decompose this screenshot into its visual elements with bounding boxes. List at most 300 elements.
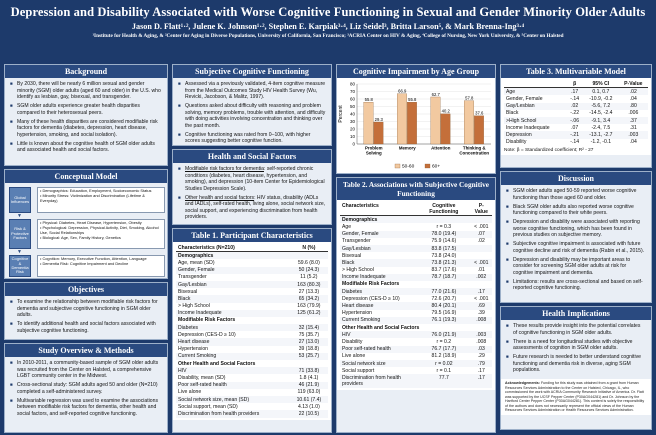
table-header-row <box>504 80 648 88</box>
table-cell-label: Hypertension <box>342 310 373 317</box>
table-cell-pvalue: < .001 <box>471 259 493 266</box>
table3 <box>504 80 648 146</box>
table-cell-label: Age, mean (SD) <box>178 259 215 266</box>
author-list: Jason D. Flatt¹·², Julene K. Johnson¹·², Stephen E. Karpiak³·⁴, Liz Seidel³, Britta Larson⁵, & Mark Brenna-Ing³·⁴ <box>131 22 525 31</box>
down-arrow-icon: ▼ <box>17 249 22 255</box>
bar-value-label: 55.8 <box>408 96 417 102</box>
bar-value-label: 62.7 <box>431 91 440 97</box>
table-cell-value: 77.0 (21.6) <box>417 288 470 295</box>
table-cell-label: Discrimination from health providers <box>340 374 417 387</box>
background-bullet: ■ Many of these health disparities are considered modifiable risk factors for dementia (diabetes, depression, heart disease, hypertension, smoking, and social isolation). <box>10 119 162 139</box>
table2 <box>340 202 492 388</box>
legend-swatch <box>425 164 430 168</box>
health-social-text: : self-reported chronic conditions (diabetes, heart disease, hypertension, and smoking), and depression (10-item Center for Epidemiological Studies Depression Scale). <box>185 166 325 192</box>
table-cell-value: 72.6 (20.7) <box>431 295 457 302</box>
health-social-bullet <box>178 195 326 221</box>
objective-bullet: ■ To examine the relationship between modifiable risk factors for dementia and subjective cognitive functioning in SGM older adults. <box>10 299 162 319</box>
health-social-list <box>178 166 326 221</box>
y-tick-label: 40 <box>349 111 355 117</box>
discussion-bullet: ■ SGM older adults aged 50-59 reported worse cognitive functioning than those aged 60 and older. <box>506 188 646 201</box>
table-row <box>176 396 328 403</box>
table-row <box>176 317 328 324</box>
table-cell-value: 22 (10.5) <box>290 410 328 417</box>
table-row <box>504 110 648 117</box>
table-cell-label: Black <box>340 259 417 266</box>
conceptual-model-title: Conceptual Model <box>5 170 167 183</box>
poster-title: Depression and Disability Associated with Worse Cognitive Functioning in Sexual and Gender Minority Older Adults <box>10 5 646 19</box>
table-row <box>504 103 648 110</box>
table-cell: >High School <box>504 117 566 124</box>
background-panel <box>4 64 168 166</box>
x-tick-label: Solving <box>365 150 382 156</box>
column-1 <box>4 64 168 433</box>
acknowledgements-heading: Acknowledgements: <box>505 381 540 386</box>
table-cell: .006 <box>628 110 639 117</box>
study-overview-bullet: ■ Cross-sectional study: SGM adults aged 50 and older (N=210) completed a self-administered survey. <box>10 382 162 395</box>
table-cell-pvalue: .008 <box>471 317 493 324</box>
table-row <box>176 259 328 266</box>
table-cell-label: Current Smoking <box>176 353 290 360</box>
bar <box>364 102 373 144</box>
bar <box>397 94 406 144</box>
table-section-label: Other Health and Social Factors <box>178 360 256 367</box>
table-cell-value: 83.7 (17.6) <box>431 267 457 274</box>
concept-description <box>37 187 165 213</box>
table-cell-label: Diabetes <box>340 288 417 295</box>
table-cell-label: Disability, mean (SD) <box>178 374 226 381</box>
table-row <box>340 281 492 288</box>
table-cell-value: r = 0.02 <box>417 360 470 367</box>
table-row <box>340 310 492 317</box>
implications-list <box>506 323 646 374</box>
subjective-title: Subjective Cognitive Functioning <box>173 65 331 78</box>
table-cell-label: Age <box>342 223 352 230</box>
y-tick-label: 80 <box>349 81 355 87</box>
health-social-lead: Other health and social factors <box>185 194 255 201</box>
table-row <box>340 353 492 360</box>
subjective-bullet: ■ Assessed via a previously validated, 4-item cognitive measure from the Medical Outcomes Study HIV Health Survey (Wu, Revicki, Jacobson, & Malitz, 1997). <box>178 81 326 101</box>
table-row <box>340 231 492 238</box>
table-cell-value: 27 (13.0) <box>290 338 328 345</box>
table-row <box>504 95 648 102</box>
table-cell-pvalue <box>471 252 493 259</box>
table-cell-pvalue: .03 <box>471 346 493 353</box>
table-cell-value: r = 0.3 <box>436 223 452 230</box>
table-cell: .003 <box>619 131 648 138</box>
bar <box>431 97 440 144</box>
table-cell-value: 4.13 (1.0) <box>297 403 320 410</box>
health-social-panel <box>172 149 332 225</box>
table-row <box>504 131 648 138</box>
table-cell-label: Heart disease <box>176 338 290 345</box>
table-cell-pvalue <box>471 245 493 252</box>
table-cell-label: Gender, Female <box>176 267 290 274</box>
table-cell-label: Black <box>176 295 290 302</box>
health-social-title: Health and Social Factors <box>173 150 331 163</box>
table-cell: Gay/Lesbian <box>504 103 566 110</box>
y-tick-label: 50 <box>349 104 355 109</box>
table-cell-value: 53 (25.7) <box>290 353 328 360</box>
table-cell-value: 1.8 (4.1) <box>299 374 319 381</box>
table-row <box>340 360 492 367</box>
table-row <box>176 389 328 396</box>
table-cell: -.21 <box>566 131 583 138</box>
objectives-panel <box>4 282 168 340</box>
concept-box: Cognitive & Dementia Risk <box>9 255 31 277</box>
implication-bullet: ■ Future research is needed to better understand cognitive functioning and dementia risk in diverse, aging SGM populations. <box>506 354 646 374</box>
discussion-bullet: ■ Black SGM older adults also reported worse cognitive functioning compared to their white peers. <box>506 204 646 217</box>
concept-item: • Physical: Diabetes, Heart Disease, Hypertension, Obesity <box>40 220 142 225</box>
table-row <box>176 281 328 288</box>
y-tick-label: 60 <box>349 96 355 102</box>
table-cell: .04 <box>629 95 637 102</box>
table-cell: -9.1, 3.4 <box>583 117 619 124</box>
table-cell-pvalue: .69 <box>471 302 493 309</box>
table-cell-value: 46 (21.9) <box>290 382 328 389</box>
table-row <box>176 346 328 353</box>
table-cell-value: 73.8 (21.3) <box>417 259 470 266</box>
table3-title: Table 3. Multivariable Model <box>501 65 651 78</box>
x-tick-label: Memory <box>398 145 416 151</box>
discussion-bullet: ■ Subjective cognitive impairment is associated with future cognitive decline and risk of dementia (Rabin et al., 2015). <box>506 241 646 254</box>
table-cell: .02 <box>619 88 648 96</box>
table-cell-value: 78.7 (18.7) <box>417 274 470 281</box>
table-cell: 0.1, 0.7 <box>583 88 619 96</box>
table-cell-pvalue: .39 <box>477 310 485 317</box>
concept-item: • Biological: Age, Sex, Family History, Genetics <box>40 234 121 240</box>
table-cell-label: Gender, Female <box>340 231 417 238</box>
table-cell-label: HIV <box>176 367 290 374</box>
table-cell-label: Social support <box>342 367 375 374</box>
down-arrow-icon: ▼ <box>17 213 22 219</box>
table-row <box>176 295 328 302</box>
x-tick-label: Concentration <box>459 150 490 156</box>
x-tick-label: Thinking & <box>462 145 486 151</box>
table-cell: .02 <box>566 103 583 110</box>
table-row <box>176 338 328 345</box>
bar <box>474 116 483 144</box>
table-cell: -1.2, -0.1 <box>590 139 612 146</box>
objective-bullet: ■ To identify additional health and social factors associated with subjective cognitive functioning. <box>10 321 162 334</box>
table-cell: .37 <box>619 117 648 124</box>
table-cell-label: Income Inadequate <box>340 274 417 281</box>
table-cell-value: 81.2 (18.9) <box>431 353 457 360</box>
table-row <box>340 324 492 331</box>
table-cell-value: r = 0.1 <box>436 367 452 374</box>
y-tick-label: 70 <box>349 89 355 94</box>
table-cell: .80 <box>619 103 648 110</box>
discussion-title: Discussion <box>501 172 651 185</box>
table-cell-label: Income Inadequate <box>176 310 290 317</box>
table-row <box>340 302 492 309</box>
x-tick-label: Problem <box>364 145 383 151</box>
table-row <box>176 374 328 381</box>
discussion-panel <box>500 171 652 303</box>
background-title: Background <box>5 65 167 78</box>
table-cell: Disability <box>506 139 527 146</box>
discussion-bullet: ■ Depression and disability were associated with reporting worse cognitive functioning, which has been found in previous studies on subjective memory. <box>506 219 646 239</box>
table-cell-value: 50 (24.3) <box>290 267 328 274</box>
implication-bullet: ■ There is a need for longitudinal studies with objective assessments of cognition in SGM older adults. <box>506 339 646 352</box>
table-row <box>176 324 328 331</box>
table-cell-pvalue: < .001 <box>474 223 489 230</box>
table-cell-value: 32 (15.4) <box>290 324 328 331</box>
bar-value-label: 37.6 <box>475 110 484 116</box>
table-header-cell: Characteristics <box>340 202 417 216</box>
table-row <box>340 259 492 266</box>
legend-label: 50-60 <box>402 164 415 170</box>
health-social-bullet <box>178 166 326 192</box>
table-cell-label: HIV <box>340 331 417 338</box>
table-row <box>504 124 648 131</box>
y-axis-label: Percent <box>338 105 344 123</box>
table-cell: -13.1, -2.7 <box>583 131 619 138</box>
table-cell-pvalue: .79 <box>471 360 493 367</box>
column-3 <box>336 64 496 433</box>
table-cell-pvalue: .01 <box>477 267 485 274</box>
table-cell-value: 76.1 (19.3) <box>417 317 470 324</box>
table-cell-pvalue: .17 <box>471 288 493 295</box>
y-tick-label: 10 <box>349 134 355 139</box>
x-tick-label: Attention <box>431 145 451 151</box>
table-cell-label: Live alone <box>342 353 366 360</box>
table-cell-label: Heart disease <box>340 302 417 309</box>
table-cell-label: Poor self-rated health <box>340 346 417 353</box>
chart-panel <box>336 64 496 174</box>
table-cell-label: Transgender <box>178 274 207 281</box>
table-cell-label: Social network size <box>340 360 417 367</box>
table-cell-value: 11 (5.2) <box>300 274 318 281</box>
chart-title: Cognitive Impairment by Age Group <box>337 65 495 78</box>
table-row <box>504 139 648 146</box>
bar-value-label: 40.2 <box>441 108 450 114</box>
objectives-title: Objectives <box>5 283 167 296</box>
table-cell-value: 75.9 (14.6) <box>431 238 457 245</box>
concept-box: Risk & Protective Factors <box>9 219 31 249</box>
legend-swatch <box>395 164 400 168</box>
table-cell: -.14 <box>570 139 580 146</box>
table-section-label: Demographics <box>340 216 492 224</box>
table-cell-value: 65 (34.2) <box>290 295 328 302</box>
subjective-panel <box>172 64 332 146</box>
discussion-bullet: ■ Limitations: results are cross-sectional and based on self-reported cognitive functioning. <box>506 279 646 292</box>
background-bullet: ■ SGM older adults experience greater health disparities compared to their heterosexual peers. <box>10 103 162 116</box>
table-cell-label: Bisexual <box>178 288 198 295</box>
table-row <box>176 310 328 317</box>
table-row <box>176 382 328 389</box>
table-cell: -2.4, 7.5 <box>591 124 611 131</box>
study-overview-list <box>10 360 162 417</box>
table-cell-pvalue: .17 <box>471 374 493 387</box>
table-cell-label: Depression (CES-D ≥ 10) <box>178 331 236 338</box>
table-cell-value: 59.6 (8.0) <box>297 259 320 266</box>
table-row <box>176 403 328 410</box>
table-cell: Age <box>504 88 566 96</box>
table-row <box>340 338 492 345</box>
table-cell: -.06 <box>566 117 583 124</box>
concept-item: • Demographics: Education, Employment, Socioeconomic Status <box>40 188 152 193</box>
subjective-bullet: ■ Cognitive functioning was rated from 0–100, with higher scores suggesting better cognitive function. <box>178 132 326 145</box>
bar <box>441 114 450 144</box>
table-cell-pvalue: .002 <box>471 274 493 281</box>
table-section-label: Modifiable Risk Factors <box>178 317 236 324</box>
table-cell: -10.9, -0.2 <box>589 95 613 102</box>
table-cell-label: Hypertension <box>178 346 209 353</box>
background-bullet: ■ Little is known about the cognitive health of SGM older adults and associated health and social factors. <box>10 141 162 154</box>
table-cell-pvalue: .02 <box>477 238 485 245</box>
table-cell-pvalue: .003 <box>471 331 493 338</box>
table-cell-label: > High School <box>342 267 374 274</box>
study-overview-bullet: ■ In 2010-2011, a community-based sample of SGM older adults was recruited from the Center on Halsted, a comprehensive LGBT community center in the Midwest. <box>10 360 162 380</box>
table-section-label: Demographics <box>176 252 328 260</box>
table-header-cell: β <box>566 80 583 88</box>
table-row <box>340 274 492 281</box>
study-overview-title: Study Overview & Methods <box>5 344 167 357</box>
table-cell: .31 <box>629 124 637 131</box>
table-row <box>176 360 328 367</box>
table-cell-label: Bisexual <box>342 252 362 259</box>
conceptual-model-panel <box>4 169 168 279</box>
bar-value-label: 57.8 <box>465 95 474 101</box>
table-row <box>176 410 328 417</box>
table-cell: .04 <box>629 139 637 146</box>
table-cell-label: Gay/Lesbian <box>340 245 417 252</box>
subjective-list <box>178 81 326 145</box>
table-cell-value: 27 (13.3) <box>298 288 320 295</box>
table-row <box>340 216 492 224</box>
concept-item: • Minority Stress: Victimization and Discrimination (Lifetime & Everyday) <box>40 192 145 203</box>
table-cell-label: Gay/Lesbian <box>176 281 290 288</box>
bar-value-label: 55.8 <box>364 96 373 102</box>
table-cell-value: 76.0 (21.9) <box>417 331 470 338</box>
discussion-list <box>506 188 646 292</box>
table-cell: -14.5, -2.4 <box>589 110 613 117</box>
table-cell-label: Poor self-rated health <box>176 382 290 389</box>
table-cell-value: 79.5 (16.9) <box>431 310 457 317</box>
table-cell-value: 78.0 (19.4) <box>417 231 470 238</box>
table-row <box>340 367 492 374</box>
table-cell-pvalue: .29 <box>477 353 485 360</box>
table-row <box>340 238 492 245</box>
table-header-cell: N (%) <box>290 244 328 252</box>
table-cell-value: 75 (35.7) <box>298 331 320 338</box>
table-cell: -.22 <box>570 110 580 117</box>
table-cell-label: Discrimination from health providers <box>176 410 290 417</box>
table-row <box>176 353 328 360</box>
acknowledgements <box>501 379 651 414</box>
table-cell-value: 71 (33.8) <box>290 367 328 374</box>
concept-item: • Dementia Risk: Cognitive Impairment and Decline <box>40 260 129 266</box>
table-cell-pvalue: .07 <box>471 231 493 238</box>
table-cell-value: 76.7 (17.7) <box>417 346 470 353</box>
table-header-cell: 95% CI <box>583 80 619 88</box>
table-cell-value: 119 (63.0) <box>297 389 321 396</box>
y-tick-label: 20 <box>349 126 355 132</box>
table-row <box>176 267 328 274</box>
concept-description <box>37 255 165 277</box>
bar-value-label: 29.3 <box>374 116 383 122</box>
table-cell-label: Current Smoking <box>340 317 417 324</box>
table-cell-value: 163 (79.9) <box>297 303 321 310</box>
bar <box>374 122 383 144</box>
table-cell: Depression <box>504 131 566 138</box>
table-cell-label: Transgender <box>342 238 371 245</box>
table-cell: .07 <box>571 124 579 131</box>
table-cell: -5.6, 7.2 <box>583 103 619 110</box>
table1-title: Table 1. Participant Characteristics <box>173 229 331 242</box>
table-cell-label: Social support, mean (SD) <box>178 403 238 410</box>
table-cell-label: Social network size, mean (SD) <box>176 396 290 403</box>
table-cell-pvalue: < .001 <box>474 295 489 302</box>
table-cell-value: 163 (80.3) <box>290 281 328 288</box>
table-row <box>340 346 492 353</box>
table-row <box>176 331 328 338</box>
table-row <box>340 288 492 295</box>
table-cell-label: Depression (CES-D ≥ 10) <box>342 295 400 302</box>
table-header-cell: P-Value <box>471 202 493 216</box>
concept-description <box>37 219 165 249</box>
table-cell-pvalue: .008 <box>476 338 487 345</box>
impairment-bar-chart <box>337 78 495 172</box>
study-overview-bullet: ■ Multivariable regression was used to examine the associations between modifiable risk factors for dementia, other health and social factors, and self-reported cognitive functioning. <box>10 398 162 418</box>
table-section-label: Modifiable Risk Factors <box>342 281 400 288</box>
implications-title: Health Implications <box>501 307 651 320</box>
table-row <box>340 223 492 230</box>
table-cell-value: 39 (18.8) <box>298 346 320 353</box>
health-social-lead: Modifiable risk factors for dementia <box>185 166 264 172</box>
column-4 <box>500 64 652 430</box>
table-section-label: Other Health and Social Factors <box>342 324 420 331</box>
concept-item: • Psychological: Depression, Physical Activity, Diet, Smoking, Alcohol Use, Social Relationships <box>40 224 159 235</box>
table-row <box>176 252 328 260</box>
acknowledgements-text: Funding for this study was obtained from a grant from Human Resources Services Administration to the Center on Halsted, Chicago, IL, who commissioned the work with ACRIA Community Research Initiative of America. Dr. Flatt was supported by the UCSF Pepper Center (P30AG044281) and Dr. Johnson by the Hartford Center Pepper Center (P30AG044281). This content is solely the responsibility of the authors and does not necessarily represent the official views of the Human Resources Services Administration or Health Resources Services Administration. <box>505 381 645 413</box>
table-row <box>340 267 492 274</box>
table-header-cell <box>504 80 566 88</box>
table-row <box>176 367 328 374</box>
table-row <box>340 317 492 324</box>
table-row <box>176 274 328 281</box>
implication-bullet: ■ These results provide insight into the potential correlates of cognitive functioning in SGM older adults. <box>506 323 646 336</box>
table-cell-value: r = 0.2 <box>436 338 452 345</box>
subjective-bullet: ■ Questions asked about difficulty with reasoning and problem solving, memory problems, trouble with attention, and difficulty with doing activities involving concentration and thinking over the past month. <box>178 103 326 129</box>
table2-panel <box>336 177 496 433</box>
table-header-row <box>340 202 492 216</box>
legend-label: 60+ <box>432 164 441 170</box>
table-cell-value: 83.8 (17.5) <box>417 245 470 252</box>
table-cell-value: 73.8 (24.0) <box>431 252 457 259</box>
implications-panel <box>500 306 652 430</box>
table-cell-pvalue: .17 <box>477 367 485 374</box>
table-cell-label: Live alone <box>178 389 202 396</box>
table3-panel <box>500 64 652 168</box>
table-header-cell: Characteristics (N=210) <box>176 244 290 252</box>
bar <box>464 101 473 144</box>
table-cell-value: 77.7 <box>417 374 470 387</box>
table-cell: Gender, Female <box>506 95 543 102</box>
table-row <box>340 374 492 387</box>
table-cell-label: Diabetes <box>176 324 290 331</box>
table-cell-value: 10.61 (7.4) <box>290 396 328 403</box>
table-row <box>340 295 492 302</box>
conceptual-model-diagram <box>5 183 167 279</box>
table1 <box>176 244 328 418</box>
table-cell: Black <box>506 110 519 117</box>
bar <box>407 102 416 144</box>
concept-item: • Cognition: Memory, Executive Function, Attention, Language <box>40 256 147 261</box>
table-row <box>176 288 328 295</box>
background-list <box>10 81 162 154</box>
table-row <box>340 245 492 252</box>
